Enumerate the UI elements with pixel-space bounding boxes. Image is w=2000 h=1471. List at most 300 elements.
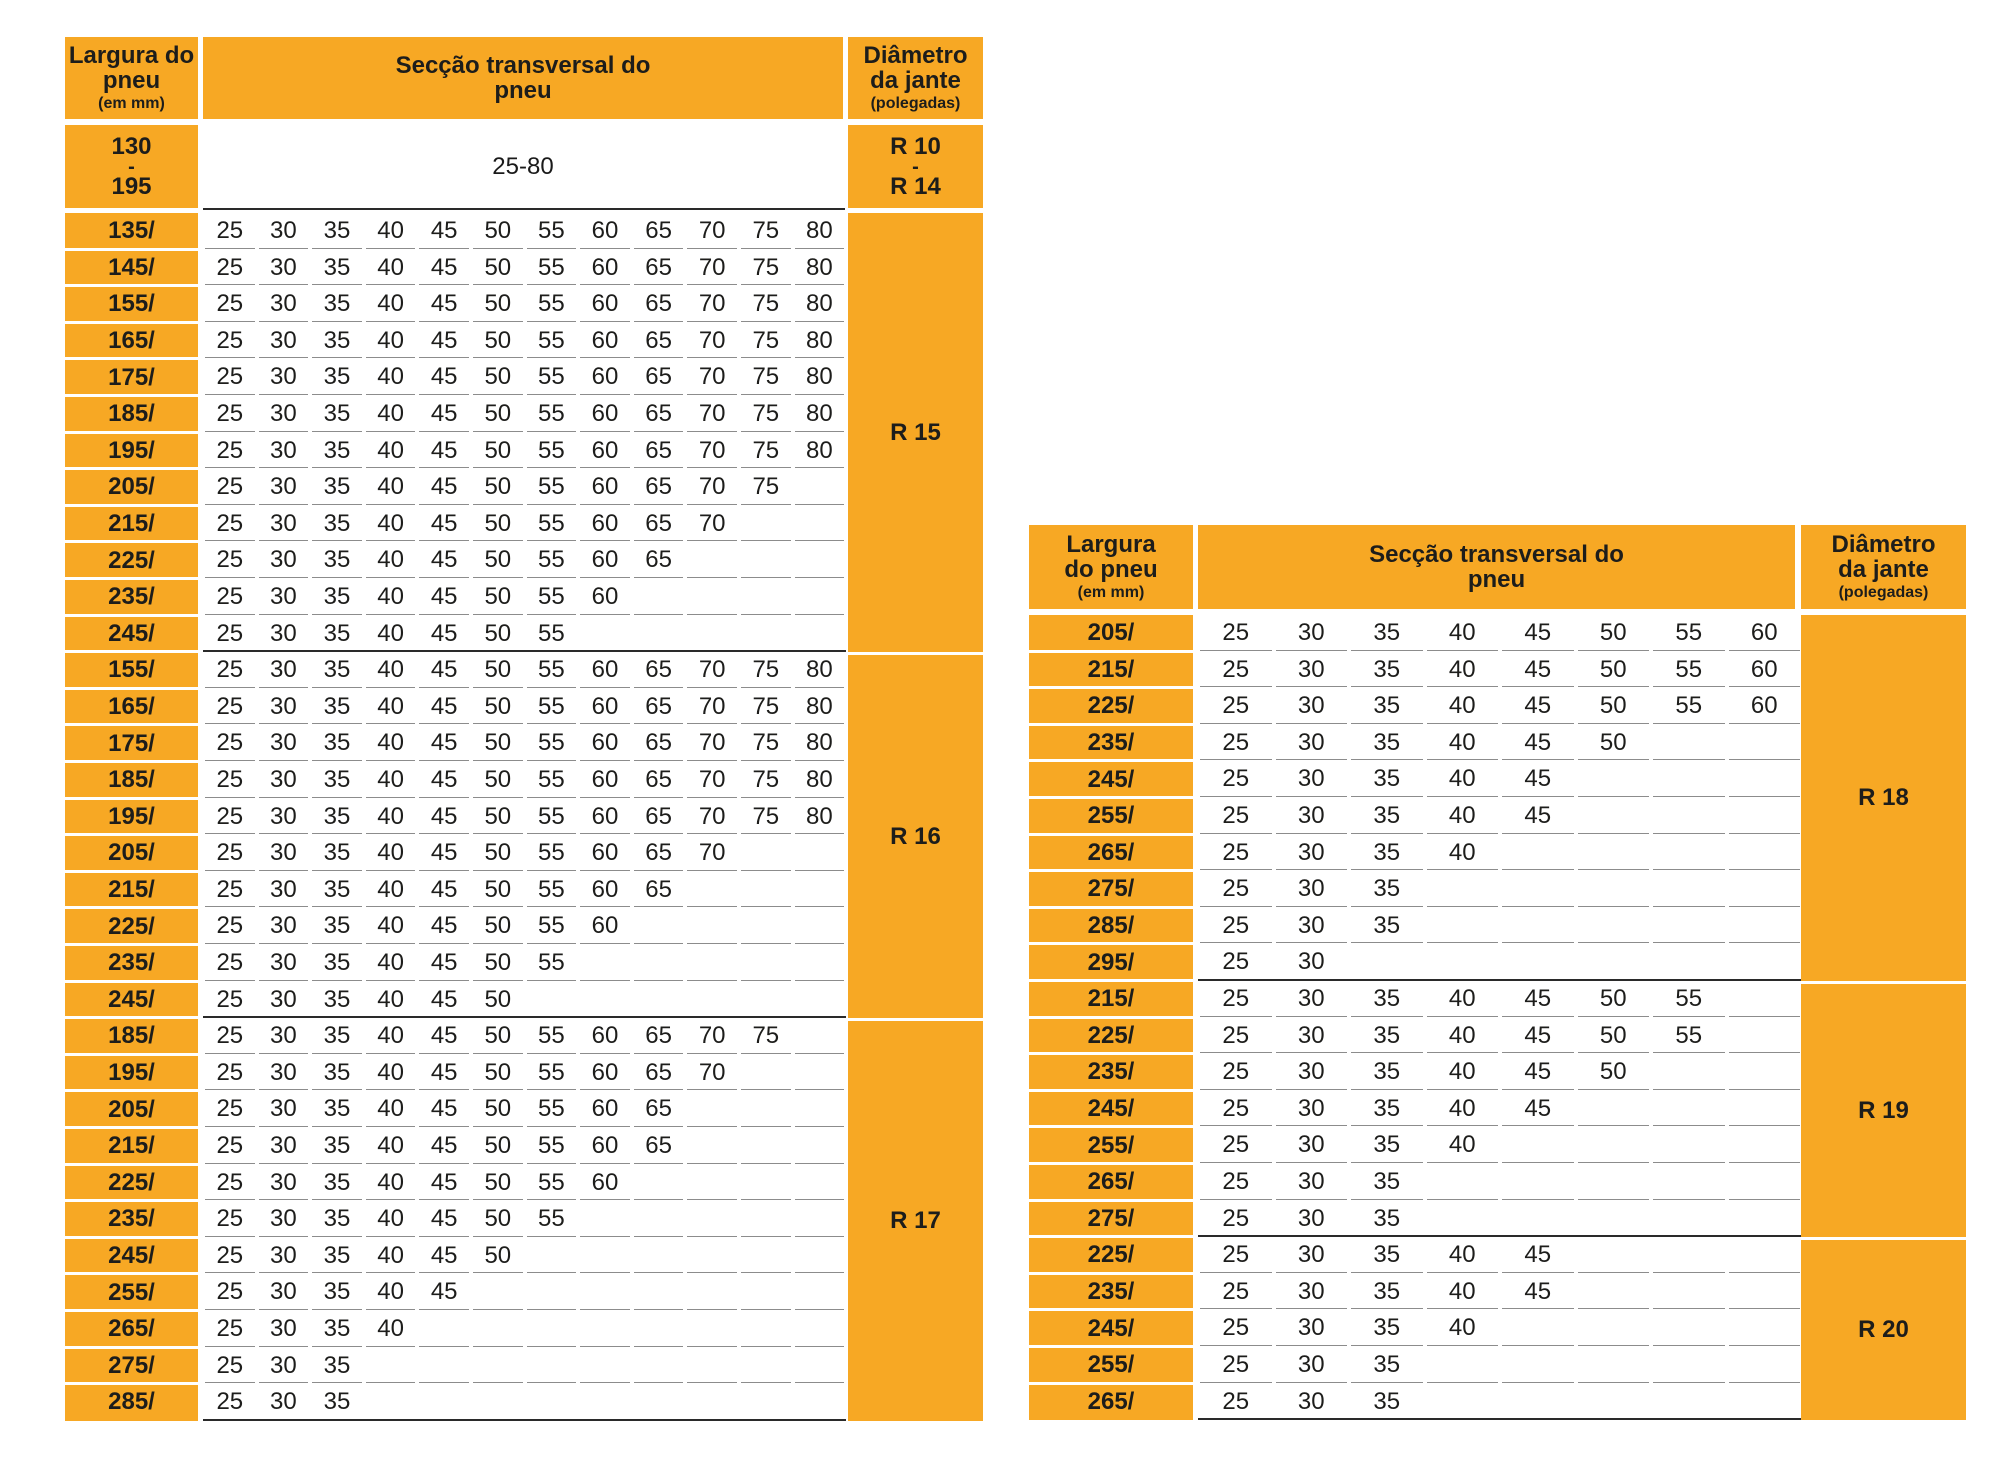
- row-underline: [205, 870, 255, 871]
- row-underline: [1276, 906, 1348, 907]
- left-header-section: [203, 37, 843, 119]
- section-value: 30: [1297, 838, 1325, 866]
- row-underline: [1351, 1272, 1423, 1273]
- row-underline: [366, 943, 416, 944]
- row-underline: [1729, 650, 1801, 651]
- section-value: 35: [323, 253, 351, 281]
- group-separator: [257, 1016, 311, 1018]
- section-value: 45: [430, 1168, 458, 1196]
- row-underline: [1276, 759, 1348, 760]
- section-value: 35: [1373, 985, 1401, 1012]
- section-value: 35: [1373, 655, 1401, 683]
- section-value: 65: [645, 473, 672, 501]
- section-value: 70: [698, 839, 726, 867]
- row-underline: [312, 577, 362, 578]
- section-value: 35: [1373, 1021, 1401, 1049]
- row-underline: [527, 833, 577, 834]
- row-underline: [795, 1309, 845, 1310]
- row-underline: [259, 1053, 309, 1054]
- width-label: 275/: [1087, 1204, 1135, 1232]
- row-underline: [634, 723, 684, 724]
- section-value: 45: [1524, 655, 1552, 683]
- section-value: 50: [1599, 619, 1627, 646]
- section-value: 45: [430, 1095, 458, 1123]
- section-value: 30: [270, 1351, 297, 1379]
- section-value: 35: [323, 509, 351, 537]
- section-value: 35: [1373, 1314, 1401, 1342]
- section-value: 40: [377, 1241, 404, 1269]
- row-underline: [1200, 686, 1272, 687]
- row-underline: [259, 1126, 309, 1127]
- row-underline: [312, 1236, 362, 1237]
- section-value: 60: [591, 1095, 619, 1123]
- group-separator: [1500, 979, 1576, 981]
- row-underline: [580, 577, 630, 578]
- width-label: 265/: [1087, 1387, 1135, 1415]
- row-underline: [687, 357, 737, 358]
- row-underline: [580, 540, 630, 541]
- section-value: 40: [1448, 1241, 1476, 1269]
- row-underline: [634, 1163, 684, 1164]
- group-separator: [632, 650, 686, 652]
- section-value: 40: [1448, 1094, 1476, 1122]
- section-value: 70: [698, 1022, 726, 1050]
- section-value: 30: [270, 1095, 297, 1123]
- row-underline: [687, 1089, 737, 1090]
- row-underline: [634, 797, 684, 798]
- row-underline: [473, 431, 523, 432]
- section-value: 80: [806, 290, 833, 318]
- row-underline: [741, 797, 791, 798]
- section-value: 80: [806, 217, 833, 244]
- section-value: 25: [216, 802, 244, 830]
- row-underline: [527, 357, 577, 358]
- section-value: 30: [270, 1241, 297, 1269]
- width-label: 275/: [108, 1351, 155, 1379]
- section-value: 55: [538, 1022, 565, 1050]
- row-underline: [1427, 650, 1499, 651]
- row-underline: [473, 1236, 523, 1237]
- section-value: 35: [1373, 802, 1401, 829]
- section-value: 80: [806, 363, 833, 391]
- row-underline: [527, 723, 577, 724]
- section-value: 30: [1297, 802, 1325, 829]
- row-underline: [687, 248, 737, 249]
- section-value: 30: [1297, 985, 1325, 1012]
- section-value: 35: [1373, 1168, 1401, 1195]
- section-value: 30: [270, 326, 297, 354]
- row-underline: [580, 1309, 630, 1310]
- row-underline: [205, 1199, 255, 1200]
- row-underline: [366, 1163, 416, 1164]
- row-underline: [205, 1382, 255, 1383]
- section-value: 55: [1675, 692, 1703, 720]
- section-value: 65: [645, 1058, 672, 1086]
- row-underline: [205, 1236, 255, 1237]
- group-separator: [1349, 1418, 1425, 1420]
- row-underline: [1653, 686, 1725, 687]
- row-underline: [1578, 686, 1650, 687]
- width-label: 175/: [108, 363, 155, 391]
- section-value: 35: [323, 1132, 351, 1159]
- row-underline: [205, 248, 255, 249]
- row-underline: [1427, 1272, 1499, 1273]
- row-underline: [1427, 1382, 1499, 1383]
- row-underline: [312, 248, 362, 249]
- section-value: 70: [698, 363, 726, 391]
- row-underline: [419, 1272, 469, 1273]
- section-value: 35: [1373, 692, 1401, 720]
- section-value: 60: [591, 912, 619, 940]
- width-label: 225/: [108, 1168, 155, 1196]
- section-value: 30: [270, 1388, 297, 1416]
- section-value: 50: [484, 912, 512, 940]
- group-separator: [578, 650, 632, 652]
- section-value: 80: [806, 326, 833, 354]
- row-underline: [687, 687, 737, 688]
- section-value: 65: [645, 729, 672, 757]
- section-value: 30: [270, 729, 297, 757]
- section-value: 55: [1675, 655, 1703, 683]
- row-underline: [741, 614, 791, 615]
- section-value: 65: [645, 1022, 672, 1050]
- section-value: 50: [484, 436, 512, 464]
- section-value: 40: [377, 253, 404, 281]
- section-value: 35: [323, 326, 351, 354]
- section-value: 30: [270, 363, 297, 391]
- row-underline: [473, 394, 523, 395]
- row-underline: [1200, 1272, 1272, 1273]
- row-underline: [527, 1236, 577, 1237]
- width-label: 295/: [1087, 948, 1135, 976]
- row-underline: [1351, 1162, 1423, 1163]
- section-value: 40: [377, 619, 404, 647]
- row-underline: [259, 284, 309, 285]
- section-value: 40: [1448, 838, 1476, 866]
- row-underline: [1502, 686, 1574, 687]
- rim-dash: -: [912, 155, 919, 178]
- section-value: 35: [1373, 875, 1401, 903]
- section-value: 75: [752, 326, 780, 354]
- row-underline: [580, 687, 630, 688]
- row-underline: [687, 1346, 737, 1347]
- row-underline: [1351, 723, 1423, 724]
- section-value: 35: [323, 656, 351, 684]
- row-underline: [580, 1089, 630, 1090]
- row-underline: [366, 980, 416, 981]
- row-underline: [1502, 650, 1574, 651]
- row-underline: [1653, 869, 1725, 870]
- section-value: 70: [698, 692, 726, 720]
- row-underline: [205, 1346, 255, 1347]
- group-separator: [525, 650, 579, 652]
- group-separator: [310, 650, 364, 652]
- section-value: 50: [484, 729, 512, 757]
- group-separator: [632, 1419, 686, 1421]
- group-separator: [417, 1419, 471, 1421]
- row-underline: [1729, 1052, 1801, 1053]
- section-value: 40: [1448, 985, 1476, 1012]
- section-value: 65: [645, 363, 672, 391]
- group-separator: [1500, 1418, 1576, 1420]
- row-underline: [1276, 796, 1348, 797]
- width-label: 255/: [1087, 1131, 1135, 1159]
- row-underline: [1729, 1199, 1801, 1200]
- section-value: 50: [484, 766, 512, 793]
- row-underline: [1653, 1162, 1725, 1163]
- section-value: 40: [377, 1205, 404, 1233]
- row-underline: [1653, 1089, 1725, 1090]
- row-underline: [1578, 833, 1650, 834]
- row-underline: [634, 943, 684, 944]
- row-underline: [634, 1199, 684, 1200]
- section-value: 55: [538, 729, 565, 757]
- section-value: 35: [323, 1388, 351, 1416]
- section-value: 45: [430, 253, 458, 281]
- section-value: 25: [216, 692, 244, 720]
- row-underline: [259, 1309, 309, 1310]
- section-title: Secção transversal do pneu: [395, 51, 651, 104]
- row-underline: [527, 467, 577, 468]
- row-underline: [312, 431, 362, 432]
- width-label: 165/: [108, 693, 155, 721]
- row-underline: [580, 870, 630, 871]
- group-separator: [1425, 1235, 1501, 1237]
- section-value: 30: [270, 217, 297, 244]
- row-underline: [366, 723, 416, 724]
- rim-diameter: R 19: [1801, 984, 1966, 1237]
- section-value: 35: [323, 1022, 351, 1050]
- row-underline: [366, 1272, 416, 1273]
- group-separator: [471, 1016, 525, 1018]
- section-value: 40: [377, 1132, 404, 1159]
- row-underline: [1427, 723, 1499, 724]
- row-underline: [419, 357, 469, 358]
- row-underline: [366, 321, 416, 322]
- row-underline: [687, 906, 737, 907]
- section-value: 50: [1599, 728, 1627, 756]
- row-underline: [687, 321, 737, 322]
- row-underline: [473, 504, 523, 505]
- section-value: 25: [1222, 1094, 1250, 1122]
- row-underline: [205, 431, 255, 432]
- width-unit: (em mm): [1077, 584, 1145, 602]
- width-label: 255/: [108, 1278, 155, 1306]
- row-underline: [419, 1126, 469, 1127]
- section-value: 25: [1222, 1168, 1250, 1195]
- width-dash: -: [128, 155, 135, 178]
- row-underline: [366, 870, 416, 871]
- section-value: 30: [1297, 1241, 1325, 1269]
- width-label: 235/: [1087, 1058, 1135, 1086]
- row-underline: [1276, 1199, 1348, 1200]
- row-underline: [741, 833, 791, 834]
- row-underline: [259, 1163, 309, 1164]
- row-underline: [205, 577, 255, 578]
- row-underline: [205, 504, 255, 505]
- row-underline: [741, 1309, 791, 1310]
- section-value: 40: [377, 546, 404, 574]
- section-value: 30: [270, 546, 297, 574]
- row-underline: [795, 833, 845, 834]
- row-underline: [1276, 1052, 1348, 1053]
- section-value: 65: [645, 1095, 672, 1123]
- group-separator: [1500, 1235, 1576, 1237]
- section-value: 55: [538, 326, 565, 354]
- row-underline: [419, 467, 469, 468]
- row-underline: [1578, 1345, 1650, 1346]
- row-underline: [634, 284, 684, 285]
- group-separator: [739, 1016, 793, 1018]
- section-value: 50: [1599, 1021, 1627, 1049]
- width-unit: (em mm): [98, 95, 165, 113]
- row-underline: [1653, 833, 1725, 834]
- row-underline: [473, 357, 523, 358]
- group-separator: [1651, 1235, 1727, 1237]
- row-underline: [259, 906, 309, 907]
- section-value: 50: [484, 326, 512, 354]
- row-underline: [1276, 1016, 1348, 1017]
- group-separator: [1727, 1418, 1803, 1420]
- row-underline: [580, 1199, 630, 1200]
- row-underline: [473, 1126, 523, 1127]
- row-underline: [580, 833, 630, 834]
- rim-from: R 10: [890, 133, 941, 161]
- row-underline: [366, 1199, 416, 1200]
- row-underline: [473, 577, 523, 578]
- section-value: 35: [323, 473, 351, 501]
- row-underline: [1578, 1382, 1650, 1383]
- row-underline: [1200, 833, 1272, 834]
- section-value: 25: [1222, 1021, 1250, 1049]
- section-value: 35: [323, 583, 351, 610]
- row-underline: [687, 1272, 737, 1273]
- group-separator: [310, 1016, 364, 1018]
- section-value: 50: [484, 875, 512, 903]
- section-value: 30: [270, 619, 297, 647]
- section-value: 35: [1373, 765, 1401, 793]
- width-label: 195/: [108, 436, 155, 464]
- row-underline: [205, 1053, 255, 1054]
- row-underline: [580, 614, 630, 615]
- section-value: 30: [270, 766, 297, 793]
- row-underline: [312, 1272, 362, 1273]
- section-value: 25: [216, 363, 244, 391]
- row-underline: [687, 1053, 737, 1054]
- row-underline: [634, 248, 684, 249]
- section-value: 40: [377, 473, 404, 501]
- row-underline: [634, 870, 684, 871]
- group-separator: [685, 650, 739, 652]
- row-underline: [795, 284, 845, 285]
- row-underline: [634, 467, 684, 468]
- width-label: 195/: [108, 1059, 155, 1087]
- row-underline: [741, 1126, 791, 1127]
- row-underline: [259, 1346, 309, 1347]
- row-underline: [580, 467, 630, 468]
- section-value: 30: [270, 1168, 297, 1196]
- section-value: 40: [377, 1022, 404, 1050]
- width-label: 225/: [1087, 1021, 1135, 1049]
- section-value: 25: [1222, 728, 1250, 756]
- row-underline: [205, 687, 255, 688]
- row-underline: [473, 248, 523, 249]
- row-underline: [580, 1382, 630, 1383]
- section-value: 25: [216, 1205, 244, 1233]
- row-underline: [473, 723, 523, 724]
- row-underline: [795, 357, 845, 358]
- row-underline: [580, 1236, 630, 1237]
- row-underline: [259, 467, 309, 468]
- row-underline: [687, 1309, 737, 1310]
- section-value: 35: [1373, 1241, 1401, 1269]
- section-value: 35: [1373, 838, 1401, 866]
- row-underline: [419, 1382, 469, 1383]
- section-value: 55: [1675, 1021, 1703, 1049]
- section-value: 30: [1297, 765, 1325, 793]
- section-value: 75: [752, 766, 780, 793]
- row-underline: [580, 284, 630, 285]
- group-separator: [203, 1419, 257, 1421]
- section-value: 40: [1448, 1058, 1476, 1086]
- section-value: 45: [430, 583, 458, 610]
- row-underline: [634, 760, 684, 761]
- row-underline: [419, 1053, 469, 1054]
- width-label: 185/: [108, 1022, 155, 1050]
- row-underline: [259, 760, 309, 761]
- section-value: 40: [377, 326, 404, 354]
- section-value: 40: [377, 509, 404, 537]
- section-value: 25: [1222, 1131, 1250, 1159]
- section-value: 35: [323, 985, 351, 1013]
- row-underline: [366, 431, 416, 432]
- row-underline: [1427, 1308, 1499, 1309]
- section-value: 40: [1448, 765, 1476, 793]
- row-underline: [1200, 1052, 1272, 1053]
- row-underline: [741, 467, 791, 468]
- section-value: 45: [430, 692, 458, 720]
- section-value: 35: [1373, 1387, 1401, 1415]
- section-value: 60: [591, 802, 619, 830]
- row-underline: [1351, 1345, 1423, 1346]
- row-underline: [687, 797, 737, 798]
- section-value: 40: [1448, 1314, 1476, 1342]
- row-underline: [687, 577, 737, 578]
- section-value: 55: [538, 1095, 565, 1123]
- group-separator: [793, 1016, 847, 1018]
- row-underline: [312, 760, 362, 761]
- section-value: 35: [323, 436, 351, 464]
- row-underline: [312, 504, 362, 505]
- section-value: 25: [216, 729, 244, 757]
- section-value: 55: [538, 509, 565, 537]
- row-underline: [1351, 1382, 1423, 1383]
- row-underline: [1200, 759, 1272, 760]
- section-value: 45: [430, 473, 458, 501]
- section-value: 70: [698, 1058, 726, 1086]
- row-underline: [741, 1163, 791, 1164]
- width-label: 265/: [1087, 838, 1135, 866]
- section-value: 30: [1297, 619, 1325, 646]
- group-separator: [578, 1016, 632, 1018]
- row-underline: [795, 321, 845, 322]
- section-value: 30: [1297, 1058, 1325, 1086]
- row-underline: [366, 1382, 416, 1383]
- width-label: 225/: [1087, 692, 1135, 720]
- rim-unit: (polegadas): [1838, 584, 1929, 602]
- row-underline: [366, 504, 416, 505]
- section-value: 80: [806, 656, 833, 684]
